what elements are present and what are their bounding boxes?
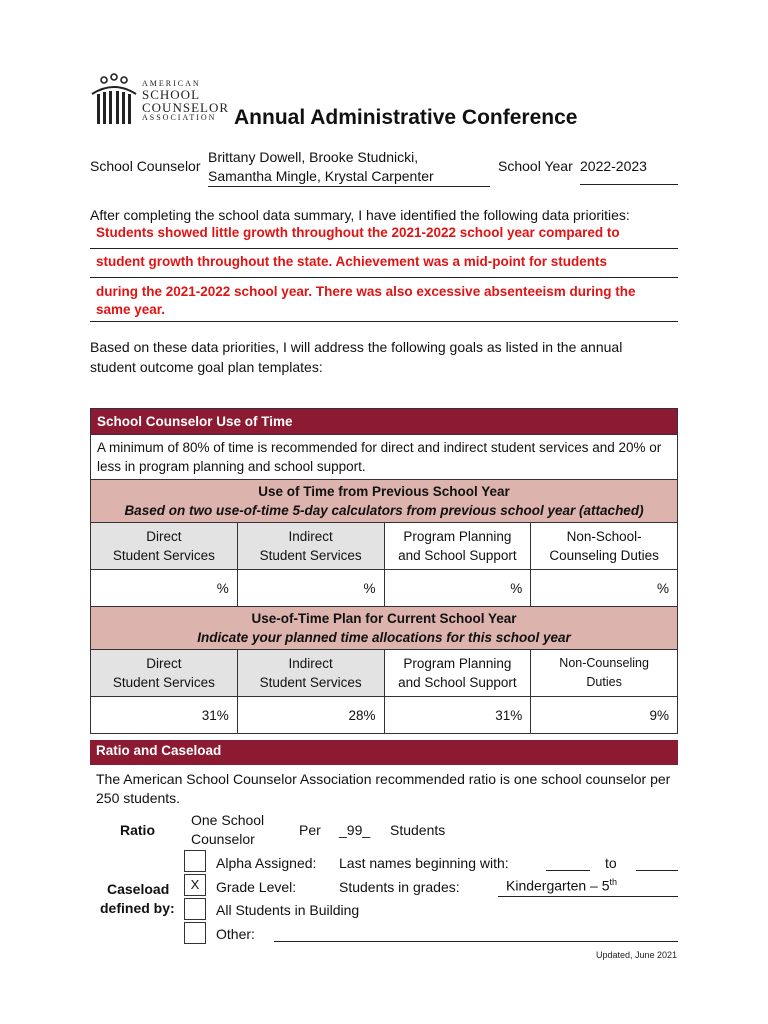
all-students-label: All Students in Building <box>216 902 360 918</box>
footer-updated: Updated, June 2021 <box>596 950 678 960</box>
cur-col-program <box>384 650 531 697</box>
prev-col-non-school-l1: Non-School- <box>566 529 642 544</box>
prev-col-indirect <box>237 523 384 570</box>
ratio-caseload-title: Ratio and Caseload <box>90 740 678 765</box>
counselor-label: School Counselor <box>90 158 201 174</box>
other-checkbox[interactable] <box>184 922 206 944</box>
current-year-heading <box>91 607 678 650</box>
cur-col-non-counseling-l2: Duties <box>586 675 622 689</box>
prev-col-non-school-l2: Counseling Duties <box>549 548 659 563</box>
grades-value: Kindergarten – 5 <box>506 877 610 894</box>
ratio-count[interactable]: _99_ <box>339 822 371 838</box>
goals-intro-line2: student outcome goal plan templates: <box>90 359 323 375</box>
prev-col-program-l2: and School Support <box>398 548 517 563</box>
prev-value-indirect[interactable]: % <box>237 570 384 607</box>
prev-value-program[interactable]: % <box>384 570 531 607</box>
previous-subheading-text: Based on two use-of-time 5-day calculators from previous school year (attached) <box>124 503 644 518</box>
alpha-checkbox[interactable] <box>184 850 206 872</box>
priority-line-2[interactable]: student growth throughout the state. Achievement was a mid-point for students <box>90 254 678 278</box>
previous-year-heading <box>91 480 678 523</box>
cur-col-direct <box>91 650 238 697</box>
logo-line-4: ASSOCIATION <box>142 113 217 122</box>
alpha-label: Alpha Assigned: <box>216 855 317 871</box>
last-name-from-field[interactable] <box>546 870 590 871</box>
prev-col-direct-l1: Direct <box>146 529 182 544</box>
ratio-one-line2: Counselor <box>191 831 255 847</box>
priority-line-4: same year. <box>96 302 166 317</box>
page-title: Annual Administrative Conference <box>234 106 578 129</box>
previous-heading-text: Use of Time from Previous School Year <box>258 484 510 499</box>
ratio-note-line2: 250 students. <box>96 790 181 806</box>
cur-col-indirect <box>237 650 384 697</box>
current-subheading-text: Indicate your planned time allocations for this school year <box>197 630 571 645</box>
use-of-time-table <box>90 408 678 734</box>
current-heading-text: Use-of-Time Plan for Current School Year <box>251 611 517 626</box>
prev-value-non-school[interactable]: % <box>531 570 678 607</box>
grade-label: Grade Level: <box>216 879 297 895</box>
asca-logo <box>90 72 230 130</box>
prev-col-program-l1: Program Planning <box>403 529 512 544</box>
ratio-per: Per <box>299 822 321 838</box>
priorities-intro: After completing the school data summary, I have identified the following data priorities: <box>90 207 630 223</box>
ratio-students: Students <box>390 822 446 838</box>
prev-col-non-school <box>531 523 678 570</box>
asca-figures-icon <box>90 72 138 128</box>
prev-value-direct[interactable]: % <box>91 570 238 607</box>
caseload-label-line1: Caseload <box>107 881 170 897</box>
priority-line-1[interactable]: Students showed little growth throughout the 2021-2022 school year compared to <box>90 225 678 249</box>
cur-value-non-counseling[interactable]: 9% <box>531 697 678 734</box>
ratio-label: Ratio <box>120 822 155 838</box>
cur-value-indirect[interactable]: 28% <box>237 697 384 734</box>
cur-col-indirect-l1: Indirect <box>288 656 333 671</box>
cur-col-direct-l2: Student Services <box>112 675 215 690</box>
other-label: Other: <box>216 926 255 942</box>
to-label: to <box>605 855 617 871</box>
all-students-checkbox[interactable] <box>184 898 206 920</box>
logo-line-3: COUNSELOR <box>142 100 230 115</box>
prev-col-direct <box>91 523 238 570</box>
grades-sup: th <box>609 877 618 887</box>
grades-field[interactable] <box>498 877 678 897</box>
cur-col-indirect-l2: Student Services <box>259 675 362 690</box>
use-of-time-note: A minimum of 80% of time is recommended for direct and indirect student services and 20% or less in program planning and school support. <box>91 435 678 480</box>
last-name-to-field[interactable] <box>636 870 678 871</box>
ratio-one-line1: One School <box>191 812 265 828</box>
goals-intro-line1: Based on these data priorities, I will address the following goals as listed in the annual <box>90 339 623 355</box>
prev-col-direct-l2: Student Services <box>112 548 215 563</box>
students-in-grades-label: Students in grades: <box>339 879 460 895</box>
school-year-value[interactable]: 2022-2023 <box>580 158 678 185</box>
cur-col-non-counseling-l1: Non-Counseling <box>559 656 649 670</box>
school-year-label: School Year <box>498 158 573 174</box>
prev-col-program <box>384 523 531 570</box>
logo-line-1: AMERICAN <box>142 79 201 88</box>
counselor-names-line2[interactable]: Samantha Mingle, Krystal Carpenter <box>208 168 490 187</box>
cur-col-program-l2: and School Support <box>398 675 517 690</box>
cur-value-direct[interactable]: 31% <box>91 697 238 734</box>
cur-value-program[interactable]: 31% <box>384 697 531 734</box>
grade-checkbox[interactable]: X <box>184 874 206 896</box>
other-field[interactable] <box>274 941 678 942</box>
cur-col-program-l1: Program Planning <box>403 656 512 671</box>
priority-line-3-4[interactable] <box>90 283 678 322</box>
ratio-note-line1: The American School Counselor Association recommended ratio is one school counselor per <box>96 771 671 787</box>
logo-line-2: SCHOOL <box>142 87 201 102</box>
prev-col-indirect-l1: Indirect <box>288 529 333 544</box>
prev-col-indirect-l2: Student Services <box>259 548 362 563</box>
caseload-label-line2: defined by: <box>100 900 175 916</box>
priority-line-3: during the 2021-2022 school year. There was also excessive absenteeism during the <box>96 284 636 299</box>
last-names-label: Last names beginning with: <box>339 855 509 871</box>
cur-col-direct-l1: Direct <box>146 656 182 671</box>
cur-col-non-counseling <box>531 650 678 697</box>
counselor-names-line1: Brittany Dowell, Brooke Studnicki, <box>208 149 419 165</box>
use-of-time-title: School Counselor Use of Time <box>91 409 678 435</box>
